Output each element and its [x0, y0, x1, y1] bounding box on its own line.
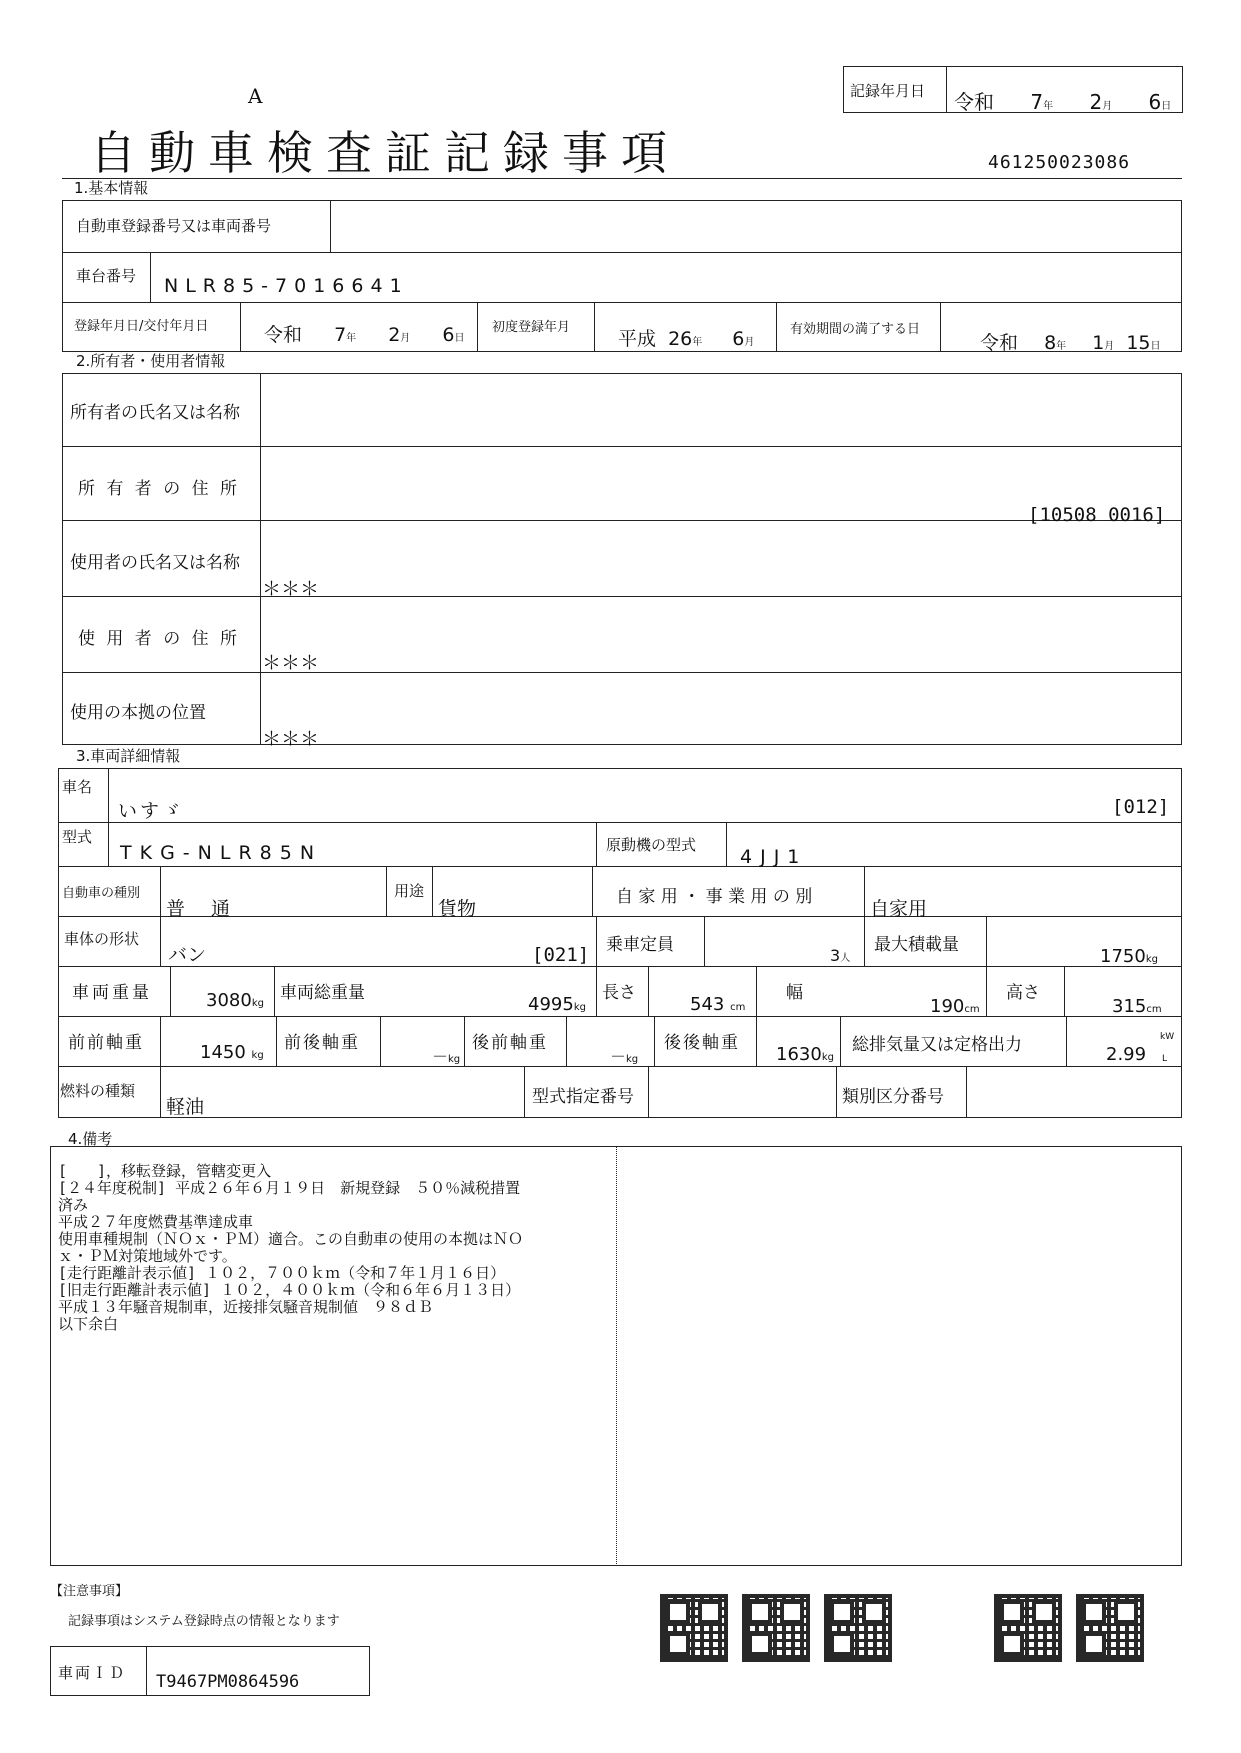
width-value: 190cm: [930, 996, 980, 1017]
remark-line: 済み: [58, 1196, 89, 1214]
remark-line: 使用車種規制（ＮＯｘ・ＰＭ）適合。この自動車の使用の本拠はＮＯ: [58, 1230, 524, 1248]
section4-heading: 4.備考: [68, 1130, 113, 1148]
remark-line: [２４年度税制] 平成２６年６月１９日 新規登録 ５０％減税措置: [58, 1179, 521, 1197]
body-code: [021]: [532, 944, 590, 966]
vehicle-id-value: T9467PM0864596: [156, 1672, 300, 1692]
issue-date-label: 登録年月日/交付年月日: [74, 319, 209, 334]
section1-heading: 1.基本情報: [74, 179, 149, 197]
notes-text: 記録事項はシステム登録時点の情報となります: [68, 1614, 340, 1629]
first-reg-label: 初度登録年月: [492, 320, 571, 335]
base-location-label: 使用の本拠の位置: [70, 703, 206, 723]
section3-heading: 3.車両詳細情報: [76, 747, 181, 765]
rr-axle-value: 1630kg: [776, 1044, 834, 1065]
fuel-label: 燃料の種類: [60, 1082, 136, 1100]
document-title: 自動車検査証記録事項: [90, 126, 680, 180]
private-business-label: 自 家 用 ・ 事 業 用 の 別: [616, 887, 813, 907]
type-designation-label: 型式指定番号: [532, 1087, 634, 1107]
qr-code-5: [1076, 1594, 1144, 1662]
category-label: 類別区分番号: [842, 1087, 944, 1107]
ff-axle-label: 前前軸重: [68, 1033, 144, 1053]
maker-value: いすゞ: [118, 800, 185, 822]
capacity-value: 3人: [830, 946, 851, 965]
fuel-value: 軽油: [166, 1096, 205, 1118]
qr-code-3: [824, 1594, 892, 1662]
rf-axle-value: －kg: [610, 1047, 639, 1066]
body-value: バン: [168, 944, 207, 966]
expiry-label: 有効期間の満了する日: [790, 322, 921, 337]
remark-line: [走行距離計表示値] １０２，７００ｋｍ（令和７年１月１６日）: [58, 1264, 506, 1282]
height-value: 315cm: [1112, 996, 1162, 1017]
owner-name-label: 所有者の氏名又は名称: [70, 403, 240, 423]
maker-label: 車名: [62, 778, 93, 796]
chassis-value: NLR85-7016641: [164, 275, 409, 297]
user-address-value: ＊＊＊: [262, 652, 320, 674]
max-load-value: 1750kg: [1100, 946, 1158, 967]
use-value: 貨物: [438, 898, 477, 920]
base-location-value: ＊＊＊: [262, 728, 320, 750]
body-label: 車体の形状: [64, 930, 140, 948]
user-address-label: 使 用 者 の 住 所: [78, 629, 241, 649]
kind-value: 普 通: [166, 898, 241, 920]
gross-weight-label: 車両総重量: [280, 983, 365, 1003]
reg-number-label: 自動車登録番号又は車両番号: [76, 217, 272, 235]
qr-code-1: [660, 1594, 728, 1662]
first-reg-value: 平成 26年 6月: [618, 328, 755, 350]
qr-code-2: [742, 1594, 810, 1662]
fr-axle-value: －kg: [432, 1047, 461, 1066]
gross-weight-value: 4995kg: [528, 994, 586, 1015]
length-label: 長さ: [602, 983, 636, 1003]
qr-code-4: [994, 1594, 1062, 1662]
record-date-value: 令和 7年 2月 6日: [954, 90, 1172, 114]
fr-axle-label: 前後軸重: [284, 1033, 360, 1053]
remark-line: [旧走行距離計表示値] １０２，４００ｋｍ（令和６年６月１３日）: [58, 1281, 521, 1299]
user-name-label: 使用者の氏名又は名称: [70, 553, 240, 573]
private-business-value: 自家用: [870, 898, 928, 920]
user-name-value: ＊＊＊: [262, 578, 320, 600]
displacement-unit-l: L: [1162, 1054, 1168, 1064]
weight-label: 車両重量: [72, 983, 152, 1003]
remark-line: ｘ・ＰＭ対策地域外です。: [58, 1247, 237, 1265]
displacement-unit-kw: kW: [1160, 1032, 1175, 1042]
model-label: 型式: [62, 828, 93, 846]
remarks-list: [58, 1163, 618, 1333]
width-label: 幅: [786, 983, 803, 1003]
remark-line: 以下余白: [58, 1315, 119, 1333]
issue-date-value: 令和 7年 2月 6日: [264, 324, 465, 346]
remark-line: [ ]，移転登録，管轄変更入: [58, 1162, 272, 1180]
engine-value: 4JJ1: [740, 846, 808, 868]
rf-axle-label: 後前軸重: [472, 1033, 548, 1053]
kind-label: 自動車の種別: [62, 886, 141, 901]
length-value: 543 cm: [690, 994, 746, 1015]
record-date-label: 記録年月日: [850, 82, 926, 100]
displacement-value: 2.99: [1106, 1044, 1147, 1065]
owner-address-code: [10508 0016]: [1028, 504, 1166, 526]
maker-code: [012]: [1112, 796, 1170, 818]
engine-label: 原動機の型式: [606, 836, 697, 854]
capacity-label: 乗車定員: [606, 935, 674, 955]
displacement-label: 総排気量又は定格出力: [852, 1035, 1022, 1055]
document-number: 461250023086: [988, 152, 1131, 173]
expiry-value: 令和 8年 1月 15日: [980, 332, 1161, 354]
height-label: 高さ: [1006, 983, 1040, 1003]
rr-axle-label: 後後軸重: [664, 1033, 740, 1053]
mark-a: A: [248, 84, 263, 108]
weight-value: 3080kg: [206, 990, 264, 1011]
use-label: 用途: [394, 882, 425, 900]
owner-address-label: 所 有 者 の 住 所: [78, 479, 241, 499]
section2-heading: 2.所有者・使用者情報: [76, 352, 226, 370]
remark-line: 平成２７年度燃費基準達成車: [58, 1213, 254, 1231]
model-value: TKG-NLR85N: [120, 842, 323, 864]
ff-axle-value: 1450 kg: [200, 1042, 264, 1063]
max-load-label: 最大積載量: [874, 935, 959, 955]
remark-line: 平成１３年騒音規制車，近接排気騒音規制値 ９８ｄＢ: [58, 1298, 434, 1316]
notes-heading: 【注意事項】: [50, 1584, 129, 1599]
chassis-label: 車台番号: [76, 267, 137, 285]
vehicle-id-label: 車両ＩＤ: [58, 1664, 127, 1682]
